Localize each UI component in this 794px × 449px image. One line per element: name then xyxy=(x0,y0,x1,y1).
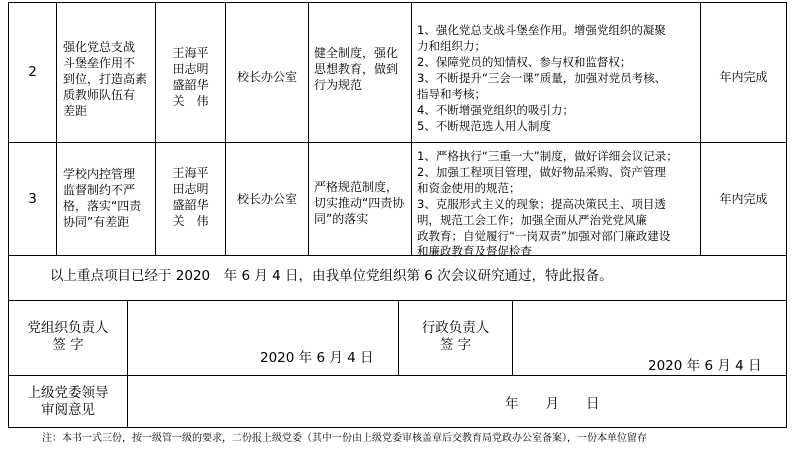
row-3-action-line: 政教育；自觉履行“一岗双责”加强对部门廉政建设 xyxy=(417,229,671,243)
rule-col-6 xyxy=(700,2,701,256)
footnote: 注：本书一式三份，按一级管一级的要求，二份报上级党委（其中一份由上级党委审核盖章后交教育局党政办公室备案），一份本单位留存 xyxy=(42,433,647,444)
row-2-number: 2 xyxy=(28,64,37,80)
rule-col-3 xyxy=(225,2,226,256)
row-2-action-line: 指导和考核； xyxy=(417,87,486,101)
row-2-measure-line: 思想教育，做到 xyxy=(314,62,399,76)
row-3-action-line: 和廉政教育及督促检查 xyxy=(417,244,532,258)
row-2-item-line: 到位，打造高素 xyxy=(63,72,148,86)
row-3-person: 盛韶华 xyxy=(172,198,209,212)
admin-leader-sign-label: 签 字 xyxy=(439,337,472,353)
rule-sign-label-col xyxy=(127,300,128,428)
party-leader-date: 2020 年 6 月 4 日 xyxy=(260,350,374,366)
row-2-item-line: 强化党总支战 xyxy=(63,40,136,54)
party-leader-label: 党组织负责人 xyxy=(27,320,109,336)
row-3-action-line: 1、严格执行“三重一大”制度，做好详细会议记录； xyxy=(417,149,678,163)
rule-top xyxy=(8,2,787,3)
rule-col-4 xyxy=(308,2,309,256)
row-2-item-line: 差距 xyxy=(63,104,88,118)
row-3-item-line: 监督制约不严 xyxy=(63,183,136,197)
superior-review-label: 上级党委领导 xyxy=(27,385,109,401)
party-leader-sign-label: 签 字 xyxy=(52,337,84,353)
summary-statement: 以上重点项目已经于 2020 年 6 月 4 日，由我单位党组织第 6 次会议研究通过，特此报备。 xyxy=(50,268,613,284)
row-2-action-line: 力和组织力； xyxy=(417,39,486,53)
row-3-measure-line: 同”的落实 xyxy=(314,212,369,226)
row-3-action-line: 明，规范工会工作；加强全面从严治党党风廉 xyxy=(417,213,647,227)
row-2-action-line: 5、不断规范选人用人制度 xyxy=(417,119,551,133)
rule-sign-mid-col-2 xyxy=(512,300,513,376)
rule-bottom xyxy=(8,427,787,428)
row-2-dept: 校长办公室 xyxy=(236,70,297,84)
rule-col-1 xyxy=(56,2,57,256)
row-2-action-line: 1、强化党总支战斗堡垒作用。增强党组织的凝聚 xyxy=(417,23,666,37)
row-3-person: 王海平 xyxy=(172,166,209,180)
row-3-item-line: 格，落实“四责 xyxy=(63,199,142,213)
row-3-person: 田志明 xyxy=(172,182,209,196)
row-3-item-line: 学校内控管理 xyxy=(63,167,136,181)
row-3-action-line: 和资金使用的规范； xyxy=(417,181,521,195)
row-3-item-line: 协同”有差距 xyxy=(63,215,130,229)
row-2-deadline: 年内完成 xyxy=(719,70,768,84)
row-2-item-line: 质教师队伍有 xyxy=(63,88,136,102)
rule-col-5 xyxy=(411,2,412,256)
admin-leader-date: 2020 年 6 月 4 日 xyxy=(648,358,762,374)
superior-review-date: 年 月 日 xyxy=(505,396,600,412)
row-2-person: 田志明 xyxy=(172,62,209,76)
superior-review-label-2: 审阅意见 xyxy=(41,402,95,418)
rule-row-separator xyxy=(8,142,787,143)
rule-rows-bottom xyxy=(8,255,787,256)
rule-right xyxy=(786,2,787,428)
row-3-action-line: 3、克服形式主义的现象；提高决策民主、项目透 xyxy=(417,197,666,211)
row-3-measure-line: 严格规范制度， xyxy=(314,180,399,194)
row-3-action-line: 2、加强工程项目管理，做好物品采购、资产管理 xyxy=(417,165,666,179)
admin-leader-label: 行政负责人 xyxy=(421,320,490,336)
row-2-person: 王海平 xyxy=(172,46,209,60)
row-3-dept: 校长办公室 xyxy=(236,192,297,206)
row-2-action-line: 2、保障党员的知情权、参与权和监督权； xyxy=(417,55,632,69)
row-3-deadline: 年内完成 xyxy=(719,192,768,206)
row-2-action-line: 4、不断增强党组织的吸引力； xyxy=(417,103,574,117)
row-2-measure-line: 行为规范 xyxy=(314,78,363,92)
row-2-action-line: 3、不断提升“三会一课”质量，加强对党员考核、 xyxy=(417,71,667,85)
row-3-person: 关 伟 xyxy=(172,214,209,228)
row-3-number: 3 xyxy=(28,191,37,207)
row-2-measure-line: 健全制度，强化 xyxy=(314,46,399,60)
row-2-item-line: 斗堡垒作用不 xyxy=(63,56,136,70)
row-3-measure-line: 切实推动“四责协 xyxy=(314,196,405,210)
row-2-person: 关 伟 xyxy=(172,94,209,108)
row-2-person: 盛韶华 xyxy=(172,78,209,92)
